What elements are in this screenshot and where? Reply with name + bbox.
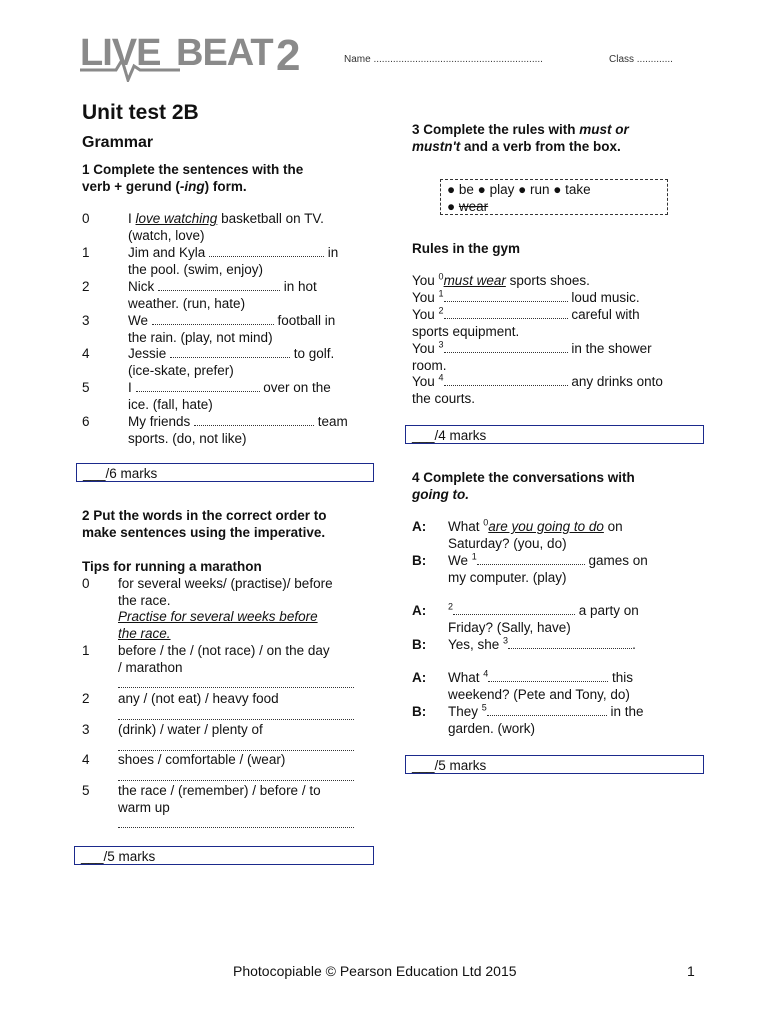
section-title: Grammar (82, 134, 154, 151)
question-number: 3 (503, 635, 509, 646)
sentence-hint: the rain. (play, not mind) (128, 329, 273, 345)
dialogue-text (448, 603, 704, 620)
dialogue-text: They (448, 704, 482, 719)
question-number: 4 (483, 668, 489, 679)
answer-line[interactable] (118, 816, 354, 828)
dialogue-text: What (448, 670, 484, 685)
svg-text:LIVE: LIVE (80, 32, 161, 74)
question-number: 5 (481, 702, 487, 713)
ex3-instruction: 3 Complete the rules with must or mustn't and a verb from the box. (412, 122, 629, 154)
example-answer: the race. (118, 625, 171, 641)
answer-line[interactable] (118, 769, 354, 781)
answer-blank[interactable] (453, 603, 575, 615)
item-number: 4 (82, 752, 90, 767)
page-number: 1 (687, 963, 695, 979)
sentence-line (128, 380, 378, 397)
class-field: Class ............. (609, 54, 673, 65)
answer-line-wrap (118, 769, 378, 783)
sentence (128, 346, 378, 379)
rule-text: You (412, 341, 439, 356)
prompt (118, 752, 378, 783)
dialogue-text: a party on (575, 603, 639, 618)
sentence-line (128, 414, 378, 431)
question-number: 4 (438, 372, 444, 383)
sentence (128, 414, 378, 447)
answer-blank[interactable] (488, 670, 608, 682)
sentence (128, 211, 378, 244)
answer-blank[interactable] (152, 313, 274, 325)
speaker-label: B: (412, 553, 427, 568)
sentence-text: Jessie (128, 346, 171, 361)
sentence-text: Jim and Kyla (128, 245, 210, 260)
item-number: 3 (82, 722, 90, 737)
dialogue-text (448, 519, 704, 536)
rule-text: You (412, 273, 439, 288)
dialogue-text: Yes, she (448, 637, 504, 652)
prompt (118, 691, 378, 722)
sentence-text: I (128, 380, 136, 395)
word-box: ● be ● play ● run ● take ● wear (440, 179, 668, 215)
item-number: 2 (82, 279, 90, 294)
item-number: 6 (82, 414, 90, 429)
answer-blank[interactable] (136, 380, 260, 392)
sentence-text: Nick (128, 279, 158, 294)
prompt (118, 722, 378, 753)
rule-line (412, 307, 702, 324)
sentence (128, 245, 378, 278)
answer-line-wrap (118, 816, 378, 830)
sentence-text: to golf. (290, 346, 335, 361)
sentence-line (128, 346, 378, 363)
answer-blank[interactable] (209, 245, 324, 257)
item-number: 5 (82, 380, 90, 395)
rule-text: in the shower (567, 341, 652, 356)
answer-line[interactable] (118, 676, 354, 688)
example-answer: Practise for several weeks before (118, 609, 318, 624)
sentence-hint: weather. (run, hate) (128, 295, 246, 311)
gym-rule (412, 290, 702, 307)
answer-line-wrap (118, 739, 378, 753)
answer-line-wrap (118, 676, 378, 690)
sentence-text: in hot (280, 279, 317, 294)
example-answer: are you going to do (488, 519, 604, 534)
dialogue-text (448, 637, 704, 654)
prompt-line: the race / (remember) / before / to (118, 783, 321, 798)
svg-text:2: 2 (276, 31, 301, 80)
rule-line (412, 290, 702, 307)
answer-blank[interactable] (508, 637, 632, 649)
ex4-marks: ___/5 marks (405, 755, 704, 774)
sentence-hint: ice. (fall, hate) (128, 396, 213, 412)
dialogue-line (448, 553, 704, 586)
sentence (128, 313, 378, 346)
gym-rule (412, 341, 702, 374)
dialogue-line (448, 670, 704, 703)
rule-line: the courts. (412, 390, 476, 406)
prompt-line: before / the / (not race) / on the day (118, 643, 330, 658)
answer-blank[interactable] (487, 704, 607, 716)
rule-text: sports shoes. (505, 273, 590, 288)
answer-blank[interactable] (477, 553, 585, 565)
question-number: 2 (448, 601, 454, 612)
dialogue-line (448, 704, 704, 737)
speaker-label: A: (412, 670, 427, 685)
sentence-line (128, 279, 378, 296)
rule-line: room. (412, 357, 447, 373)
prompt-line: for several weeks/ (practise)/ before (118, 576, 333, 591)
rule-text: You (412, 374, 439, 389)
ex2-marks: ___/5 marks (74, 846, 374, 865)
dialogue-text (448, 670, 704, 687)
speaker-label: A: (412, 603, 427, 618)
dialogue-text: We (448, 553, 472, 568)
dialogue-text: games on (584, 553, 648, 568)
sentence-line (128, 313, 378, 330)
speaker-label: B: (412, 637, 427, 652)
answer-blank[interactable] (444, 374, 568, 386)
ex1-instruction: 1 Complete the sentences with the verb + gerund (-ing) form. (82, 162, 304, 194)
dialogue-line (448, 519, 704, 552)
rule-text: You (412, 307, 439, 322)
prompt-line: shoes / comfortable / (wear) (118, 752, 286, 767)
answer-blank[interactable] (158, 279, 280, 291)
rule-text: careful with (567, 307, 640, 322)
sentence-hint: (watch, love) (128, 227, 205, 243)
sentence-hint: sports. (do, not like) (128, 430, 247, 446)
footer-copyright: Photocopiable © Pearson Education Ltd 2015 (233, 963, 517, 979)
dialogue-hint: weekend? (Pete and Tony, do) (448, 686, 630, 702)
svg-text:BEAT: BEAT (176, 32, 273, 74)
question-number: 3 (438, 339, 444, 350)
dialogue-hint: my computer. (play) (448, 569, 567, 585)
answer-blank[interactable] (194, 414, 314, 426)
sentence (128, 279, 378, 312)
rule-line (412, 341, 702, 358)
question-number: 0 (483, 517, 489, 528)
dialogue-line (448, 637, 704, 654)
answer-blank[interactable] (444, 290, 568, 302)
item-number: 4 (82, 346, 90, 361)
gym-rule (412, 273, 702, 290)
sentence-line (128, 245, 378, 262)
sentence-text: We (128, 313, 152, 328)
speaker-label: A: (412, 519, 427, 534)
sentence-hint: the pool. (swim, enjoy) (128, 261, 264, 277)
answer-line[interactable] (118, 739, 354, 751)
rule-line (412, 273, 702, 290)
question-number: 1 (438, 288, 444, 299)
ex3-heading: Rules in the gym (412, 241, 521, 256)
answer-blank[interactable] (444, 341, 568, 353)
question-number: 1 (471, 551, 477, 562)
sentence-text: over on the (259, 380, 331, 395)
answer-line[interactable] (118, 708, 354, 720)
answer-blank[interactable] (170, 346, 290, 358)
ex4-instruction: 4 Complete the conversations with going to. (412, 470, 635, 502)
word-box-used-word: wear (458, 199, 489, 214)
dialogue-text (448, 704, 704, 721)
question-number: 0 (438, 271, 444, 282)
item-number: 0 (82, 576, 90, 591)
prompt (118, 783, 378, 830)
dialogue-hint: garden. (work) (448, 720, 536, 736)
dialogue-text: . (632, 637, 636, 652)
ex2-instruction: 2 Put the words in the correct order to make sentences using the imperative. (82, 508, 327, 540)
dialogue-hint: Saturday? (you, do) (448, 535, 567, 551)
sentence-hint: (ice-skate, prefer) (128, 362, 234, 378)
sentence-text: in (324, 245, 339, 260)
word-box-line1: ● be ● play ● run ● take (447, 182, 591, 197)
example-answer: must wear (443, 273, 506, 288)
prompt-line: warm up (118, 799, 170, 815)
rule-line (412, 374, 702, 391)
gym-rule (412, 307, 702, 340)
prompt-line: the race. (118, 592, 171, 608)
answer-line-wrap (118, 708, 378, 722)
prompt (118, 643, 378, 690)
sentence-text: I (128, 211, 136, 226)
sentence-text: basketball on TV. (217, 211, 324, 226)
dialogue-text: this (608, 670, 634, 685)
page-title: Unit test 2B (82, 101, 199, 124)
rule-text: You (412, 290, 439, 305)
dialogue-hint: Friday? (Sally, have) (448, 619, 571, 635)
rule-line: sports equipment. (412, 323, 520, 339)
prompt-line: / marathon (118, 659, 183, 675)
sentence-text: My friends (128, 414, 195, 429)
dialogue-text: What (448, 519, 484, 534)
prompt-line: (drink) / water / plenty of (118, 722, 263, 737)
speaker-label: B: (412, 704, 427, 719)
ex1-marks: ___/6 marks (76, 463, 374, 482)
ex2-heading: Tips for running a marathon (82, 559, 262, 574)
example-answer: love watching (135, 211, 218, 226)
gym-rule (412, 374, 702, 407)
sentence-line (128, 211, 378, 228)
prompt-line: any / (not eat) / heavy food (118, 691, 279, 706)
item-number: 2 (82, 691, 90, 706)
sentence-text: team (314, 414, 348, 429)
ex3-marks: ___/4 marks (405, 425, 704, 444)
rule-text: any drinks onto (567, 374, 663, 389)
dialogue-text: in the (606, 704, 644, 719)
sentence (128, 380, 378, 413)
item-number: 3 (82, 313, 90, 328)
question-number: 2 (438, 305, 444, 316)
dialogue-text (448, 553, 704, 570)
item-number: 5 (82, 783, 90, 798)
name-field: Name ............................................................. (344, 54, 543, 65)
answer-blank[interactable] (444, 307, 568, 319)
prompt (118, 576, 378, 642)
dialogue-line (448, 603, 704, 636)
sentence-text: football in (273, 313, 336, 328)
item-number: 1 (82, 643, 90, 658)
dialogue-text: on (603, 519, 623, 534)
item-number: 0 (82, 211, 90, 226)
item-number: 1 (82, 245, 90, 260)
rule-text: loud music. (567, 290, 640, 305)
live-beat-logo (80, 30, 302, 82)
